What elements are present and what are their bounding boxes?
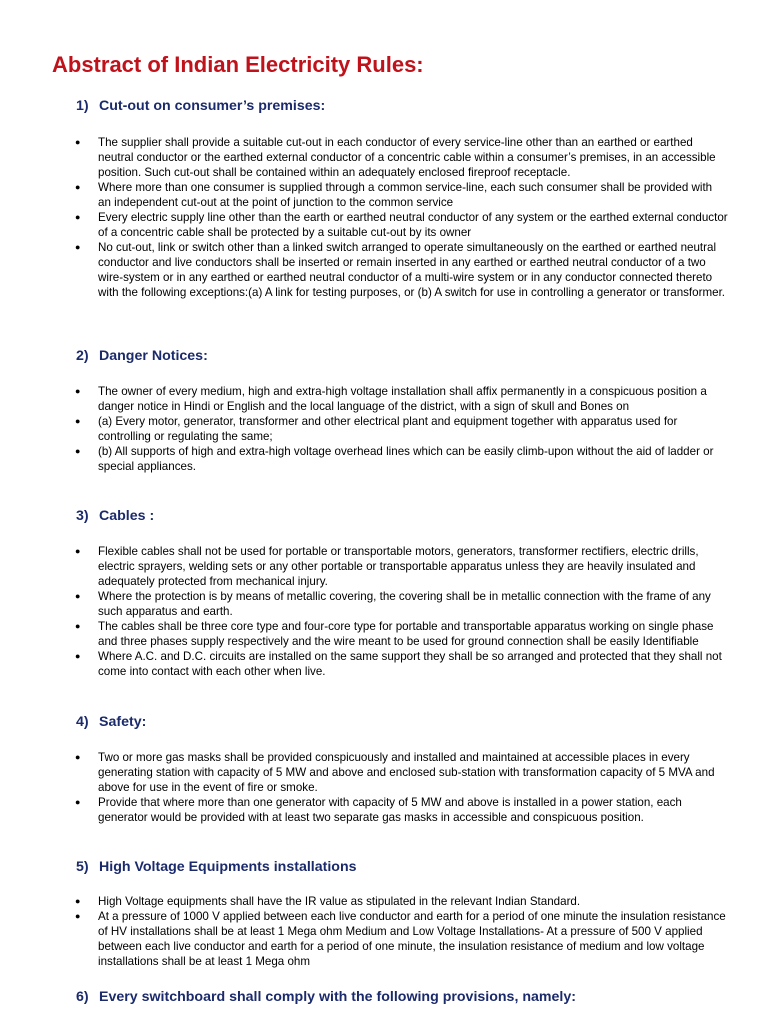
list-item-text: The cables shall be three core type and four-core type for portable and transportable apparatus working on single phase and three phases supply respectively and the wire meant to be used for ground connection shall be easily Identifiable [98,620,714,648]
bullet-icon: ● [75,416,81,426]
bullet-icon: ● [75,797,81,807]
section-heading-text: Danger Notices: [99,348,208,364]
list-item-text: Where the protection is by means of metallic covering, the covering shall be in metallic connection with the frame of any such apparatus and earth. [98,590,711,618]
section-number: 1) [76,98,89,114]
section-heading-high-voltage [76,858,357,876]
bullet-icon: ● [75,621,81,631]
bullet-icon: ● [75,896,81,906]
list-item [76,894,728,909]
list-item [76,135,728,180]
list-item-text: The supplier shall provide a suitable cut-out in each conductor of every service-line other than an earthed or earthed neutral conductor or the earthed external conductor of a concentric cable within a consumer’s premises, in an accessible position. Such cut-out shall be contained within an adequately enclosed fireproof receptacle. [98,136,716,179]
bullet-list-safety [76,750,728,825]
bullet-icon: ● [75,752,81,762]
bullet-list-cut-out [76,135,728,300]
bullet-list-high-voltage [76,894,728,969]
list-item-text: Where more than one consumer is supplied through a common service-line, each such consumer shall be provided with an independent cut-out at the point of junction to the common service [98,181,713,209]
bullet-icon: ● [75,386,81,396]
list-item-text: Every electric supply line other than the earth or earthed neutral conductor of any system or the earthed external conductor of a concentric cable shall be protected by a suitable cut-out by its owner [98,211,728,239]
list-item-text: Provide that where more than one generator with capacity of 5 MW and above is installed in a power station, each generator would be provided with at least two separate gas masks in accessible and conspicuous position. [98,796,682,824]
section-heading-cables [76,507,154,525]
list-item [76,589,728,619]
section-heading-switchboard [76,988,576,1006]
section-heading-safety [76,713,146,731]
section-heading-danger-notices [76,347,208,365]
bullet-icon: ● [75,651,81,661]
list-item [76,795,728,825]
list-item-text: The owner of every medium, high and extra-high voltage installation shall affix permanently in a conspicuous position a danger notice in Hindi or English and the local language of the district, with a sign of skull and Bones on [98,385,707,413]
bullet-icon: ● [75,446,81,456]
list-item [76,909,728,969]
list-item [76,210,728,240]
list-item-text: Flexible cables shall not be used for portable or transportable motors, generators, transformer rectifiers, electric drills, electric sprayers, welding sets or any other portable or transportable apparatus unless they are heavily insulated and adequately protected from mechanical injury. [98,545,699,588]
bullet-list-danger-notices [76,384,728,474]
list-item [76,619,728,649]
list-item-text: Two or more gas masks shall be provided conspicuously and installed and maintained at accessible places in every generating station with capacity of 5 MW and above and enclosed sub-station with transformation capacity of 5 MVA and above for use in the event of fire or smoke. [98,751,715,794]
list-item [76,240,728,300]
section-number: 4) [76,714,89,730]
section-heading-text: Cut-out on consumer’s premises: [99,98,326,114]
bullet-list-cables [76,544,728,679]
list-item-text: Where A.C. and D.C. circuits are installed on the same support they shall be so arranged and protected that they shall not come into contact with each other when live. [98,650,722,678]
list-item-text: High Voltage equipments shall have the IR value as stipulated in the relevant Indian Standard. [98,895,581,908]
bullet-icon: ● [75,546,81,556]
section-heading-cut-out [76,97,325,115]
list-item [76,414,728,444]
list-item [76,649,728,679]
section-number: 2) [76,348,89,364]
document-title: Abstract of Indian Electricity Rules: [52,52,424,77]
list-item-text: (b) All supports of high and extra-high voltage overhead lines which can be easily climb-upon without the aid of ladder or special appliances. [98,445,714,473]
bullet-icon: ● [75,137,81,147]
section-heading-text: Cables : [99,508,155,524]
list-item [76,180,728,210]
bullet-icon: ● [75,242,81,252]
section-number: 5) [76,859,89,875]
list-item-text: (a) Every motor, generator, transformer and other electrical plant and equipment together with apparatus used for controlling or regulating the same; [98,415,678,443]
section-number: 3) [76,508,89,524]
bullet-icon: ● [75,182,81,192]
section-heading-text: High Voltage Equipments installations [99,859,357,875]
section-number: 6) [76,989,89,1005]
section-heading-text: Safety: [99,714,147,730]
bullet-icon: ● [75,212,81,222]
list-item-text: At a pressure of 1000 V applied between each live conductor and earth for a period of one minute the insulation resistance of HV installations shall be at least 1 Mega ohm Medium and Low Voltage Installations- At a pressure of 500 V applied between each live conductor and earth for a period of one minute, the insulation resistance of medium and low voltage installations shall be at least 1 Mega ohm [98,910,726,968]
list-item [76,384,728,414]
bullet-icon: ● [75,911,81,921]
section-heading-text: Every switchboard shall comply with the following provisions, namely: [99,989,576,1005]
list-item-text: No cut-out, link or switch other than a linked switch arranged to operate simultaneously on the earthed or earthed neutral conductor and live conductors shall be inserted or remain inserted in any earthed or earthed neutral conductor of a two wire-system or in any earthed or earthed neutral conductor of a multi-wire system or in any conductor connected thereto with the following exceptions:(a) A link for testing purposes, or (b) A switch for use in controlling a generator or transformer. [98,241,726,299]
list-item [76,444,728,474]
list-item [76,750,728,795]
bullet-icon: ● [75,591,81,601]
list-item [76,544,728,589]
